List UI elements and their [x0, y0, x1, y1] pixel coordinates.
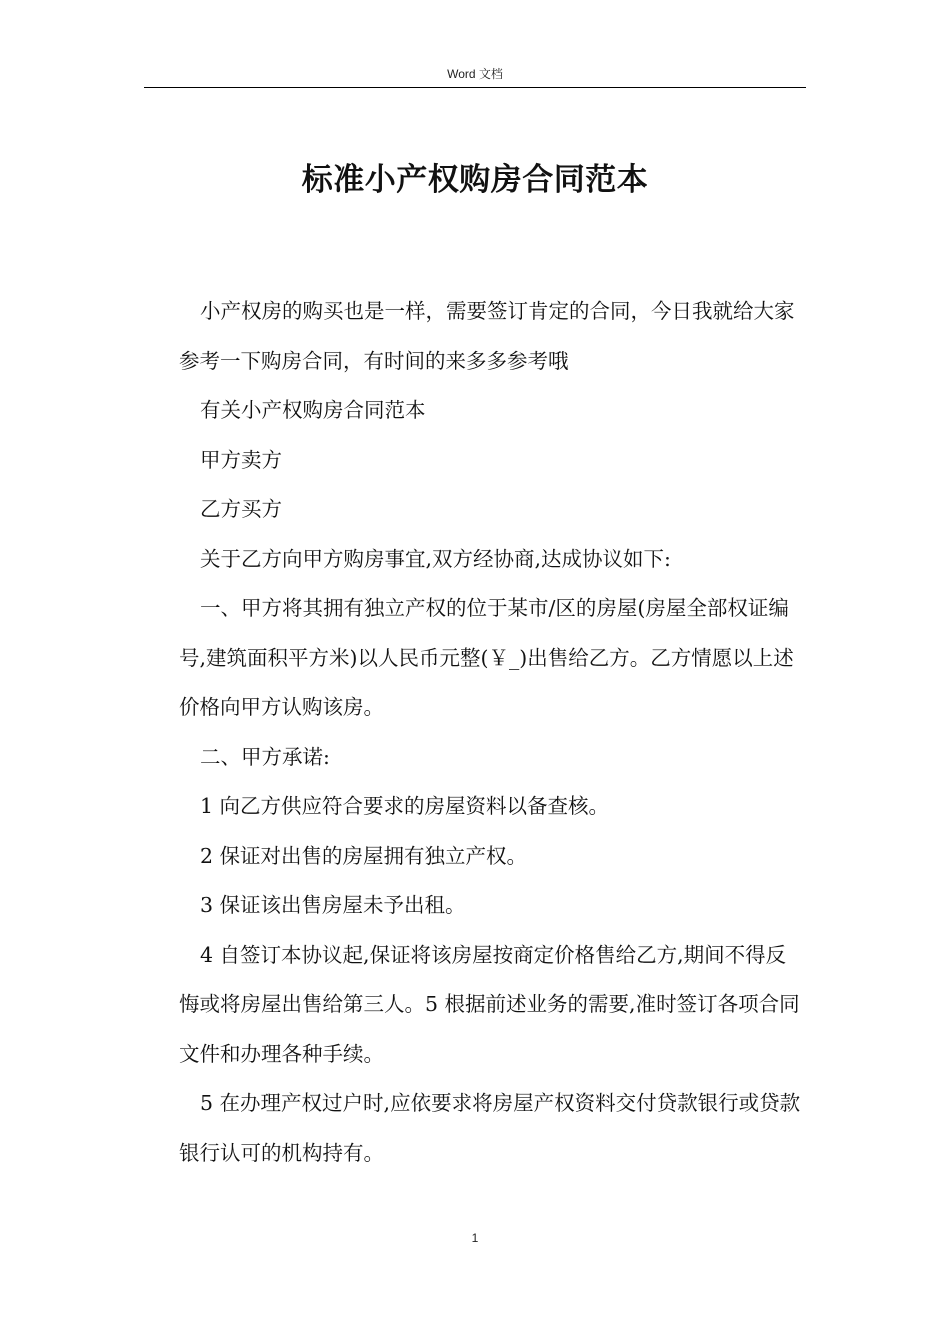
paragraph-item-4: 4 自签订本协议起,保证将该房屋按商定价格售给乙方,期间不得反悔或将房屋出售给第三人。5 根据前述业务的需要,准时签订各项合同文件和办理各种手续。: [179, 942, 800, 1066]
page-header: Word 文档: [447, 67, 503, 81]
paragraph-clause-1: 一、甲方将其拥有独立产权的位于某市/区的房屋(房屋全部权证编号,建筑面积平方米)以人民币元整(￥_)出售给乙方。乙方情愿以上述价格向甲方认购该房。: [179, 596, 794, 719]
document-body: [179, 287, 806, 1178]
document-title: 标准小产权购房合同范本: [301, 162, 649, 198]
paragraph-party-b: 乙方买方: [200, 497, 282, 521]
paragraph-subtitle: 有关小产权购房合同范本: [200, 398, 426, 422]
paragraph-intro: 小产权房的购买也是一样，需要签订肯定的合同，今日我就给大家参考一下购房合同，有时间的来多多参考哦: [179, 299, 795, 373]
paragraph-clause-2: 二、甲方承诺:: [200, 744, 330, 769]
page-number: 1: [471, 1231, 479, 1245]
paragraph-agreement: 关于乙方向甲方购房事宜,双方经协商,达成协议如下:: [200, 546, 671, 571]
paragraph-item-3: 3 保证该出售房屋未予出租。: [200, 893, 466, 917]
paragraph-item-2: 2 保证对出售的房屋拥有独立产权。: [200, 843, 528, 868]
paragraph-party-a: 甲方卖方: [200, 447, 282, 472]
paragraph-item-1: 1 向乙方供应符合要求的房屋资料以备查核。: [200, 794, 610, 818]
header-divider: [144, 87, 806, 88]
paragraph-item-5: 5 在办理产权过户时,应依要求将房屋产权资料交付贷款银行或贷款银行认可的机构持有。: [179, 1091, 801, 1165]
